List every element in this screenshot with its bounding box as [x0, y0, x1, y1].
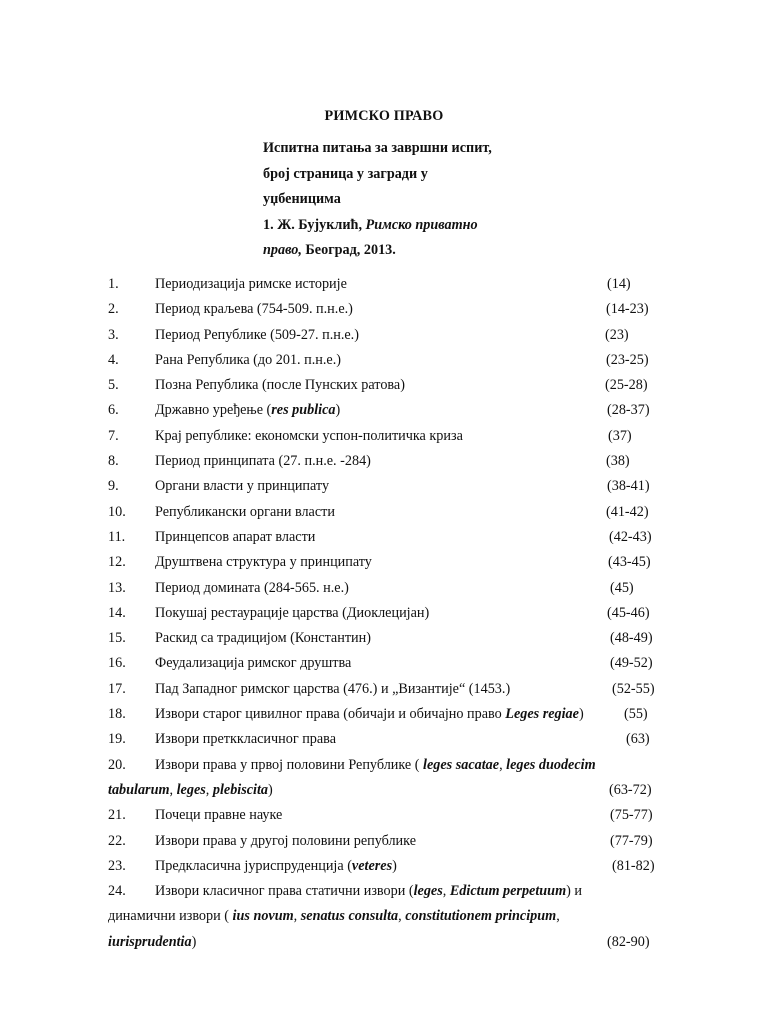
item-text: Период домината (284-565. н.е.) — [155, 579, 349, 596]
item-pages: (23) — [605, 326, 629, 343]
list-item — [108, 550, 668, 575]
item-text: Извори класичног права статични извори (leges, Edictum perpetuum) и — [155, 883, 582, 900]
item-pages: (63-72) — [609, 781, 652, 798]
intro-line-2: број страница у загради у — [263, 165, 428, 182]
list-item — [108, 297, 668, 322]
item-number: 15. — [108, 630, 126, 647]
list-item — [108, 677, 668, 702]
list-item-continuation — [108, 930, 668, 955]
item-number: 13. — [108, 579, 126, 596]
list-item — [108, 753, 668, 778]
list-item — [108, 474, 668, 499]
item-text: Позна Република (после Пунских ратова) — [155, 377, 405, 394]
item-pages: (49-52) — [610, 655, 653, 672]
item-text: Крај републике: економски успон-политичка криза — [155, 427, 463, 444]
item-text: Период краљева (754-509. п.н.е.) — [155, 301, 353, 318]
item-text: Предкласична јуриспруденција (veteres) — [155, 857, 397, 874]
item-text: Извори претккласичног права — [155, 731, 336, 748]
item-text: Период Републике (509-27. п.н.е.) — [155, 326, 359, 343]
list-item — [108, 373, 668, 398]
intro-line-3: уџбеницима — [263, 191, 341, 207]
textbook-publication: Београд, 2013. — [301, 242, 396, 258]
item-number: 18. — [108, 706, 126, 723]
question-list — [108, 272, 668, 955]
list-item — [108, 525, 668, 550]
list-item — [108, 626, 668, 651]
textbook-title: Римско приватно — [365, 216, 478, 233]
list-item — [108, 272, 668, 297]
textbook-author: 1. Ж. Бујуклић, — [263, 216, 366, 233]
item-pages: (63) — [626, 731, 650, 748]
item-number: 10. — [108, 503, 126, 520]
item-text: Периодизација римске историје — [155, 276, 347, 292]
item-pages: (14) — [607, 276, 631, 292]
item-text: Почеци правне науке — [155, 807, 283, 824]
item-pages: (25-28) — [605, 377, 648, 394]
item-number: 19. — [108, 731, 126, 748]
item-pages: (82-90) — [607, 933, 650, 950]
list-item — [108, 601, 668, 626]
list-item — [108, 398, 668, 423]
item-pages: (81-82) — [612, 857, 655, 874]
list-item-continuation — [108, 778, 668, 803]
item-number: 8. — [108, 453, 119, 470]
item-text: Органи власти у принципату — [155, 478, 330, 495]
item-pages: (48-49) — [610, 630, 653, 647]
item-number: 2. — [108, 301, 119, 318]
item-pages: (23-25) — [606, 351, 649, 368]
list-item — [108, 323, 668, 348]
item-pages: (75-77) — [610, 807, 653, 824]
item-text: Пад Западног римског царства (476.) и „Византије“ (1453.) — [155, 680, 511, 697]
list-item — [108, 576, 668, 601]
list-item — [108, 424, 668, 449]
intro-line-1: Испитна питања за завршни испит, — [263, 140, 492, 156]
item-pages: (28-37) — [607, 402, 650, 419]
item-number: 14. — [108, 604, 126, 621]
item-pages: (14-23) — [606, 301, 649, 318]
item-text-cont: iurisprudentia) — [108, 933, 197, 950]
item-pages: (52-55) — [612, 680, 655, 697]
item-pages: (41-42) — [606, 503, 649, 520]
item-number: 24. — [108, 883, 126, 900]
item-number: 7. — [108, 427, 119, 444]
item-pages: (43-45) — [608, 554, 651, 571]
item-text: Државно уређење (res publica) — [155, 402, 341, 419]
item-text: Републикански органи власти — [155, 503, 335, 520]
item-text-cont: tabularum, leges, plebiscita) — [108, 781, 273, 798]
intro-line-4 — [263, 213, 523, 239]
item-pages: (38) — [606, 453, 630, 470]
item-number: 12. — [108, 554, 126, 571]
item-number: 16. — [108, 655, 126, 672]
item-pages: (42-43) — [609, 528, 652, 545]
item-number: 22. — [108, 832, 126, 849]
item-number: 11. — [108, 528, 126, 545]
list-item — [108, 348, 668, 373]
item-text: Извори старог цивилног права (обичаји и обичајно право Leges regiae) — [155, 706, 584, 723]
list-item — [108, 829, 668, 854]
list-item — [108, 702, 668, 727]
list-item-continuation — [108, 904, 668, 929]
list-item — [108, 879, 668, 904]
intro-line-5 — [263, 238, 523, 264]
item-number: 3. — [108, 326, 119, 343]
item-number: 5. — [108, 377, 119, 394]
list-item — [108, 651, 668, 676]
list-item — [108, 803, 668, 828]
item-pages: (55) — [624, 706, 648, 723]
list-item — [108, 854, 668, 879]
item-text: Друштвена структура у принципату — [155, 554, 372, 571]
item-text: Покушај рестаурације царства (Диоклецијан) — [155, 604, 430, 621]
item-number: 9. — [108, 478, 119, 495]
item-text: Раскид са традицијом (Константин) — [155, 630, 371, 647]
item-number: 17. — [108, 680, 126, 697]
intro-block — [263, 136, 523, 264]
item-text: Феудализација римског друштва — [155, 655, 352, 672]
item-pages: (38-41) — [607, 478, 650, 495]
item-number: 4. — [108, 351, 119, 368]
item-text: Принцепсов апарат власти — [155, 528, 316, 545]
list-item — [108, 500, 668, 525]
item-text: Период принципата (27. п.н.е. -284) — [155, 453, 371, 470]
item-number: 23. — [108, 857, 126, 874]
item-number: 21. — [108, 807, 126, 824]
item-pages: (45) — [610, 579, 634, 596]
item-number: 6. — [108, 402, 119, 419]
textbook-title-cont: право, — [263, 242, 302, 258]
item-pages: (77-79) — [610, 832, 653, 849]
item-number: 1. — [108, 276, 119, 292]
item-text: Рана Република (до 201. п.н.е.) — [155, 351, 341, 368]
list-item — [108, 449, 668, 474]
item-text: Извори права у првој половини Републике ( leges sacatae, leges duodecim — [155, 756, 596, 773]
list-item — [108, 727, 668, 752]
item-number: 20. — [108, 756, 126, 773]
document-title: РИМСКО ПРАВО — [324, 108, 444, 124]
item-pages: (45-46) — [607, 604, 650, 621]
item-text: Извори права у другој половини републике — [155, 832, 416, 849]
item-pages: (37) — [608, 427, 632, 444]
item-text-cont: динамични извори ( ius novum, senatus consulta, constitutionem principum, — [108, 908, 560, 925]
